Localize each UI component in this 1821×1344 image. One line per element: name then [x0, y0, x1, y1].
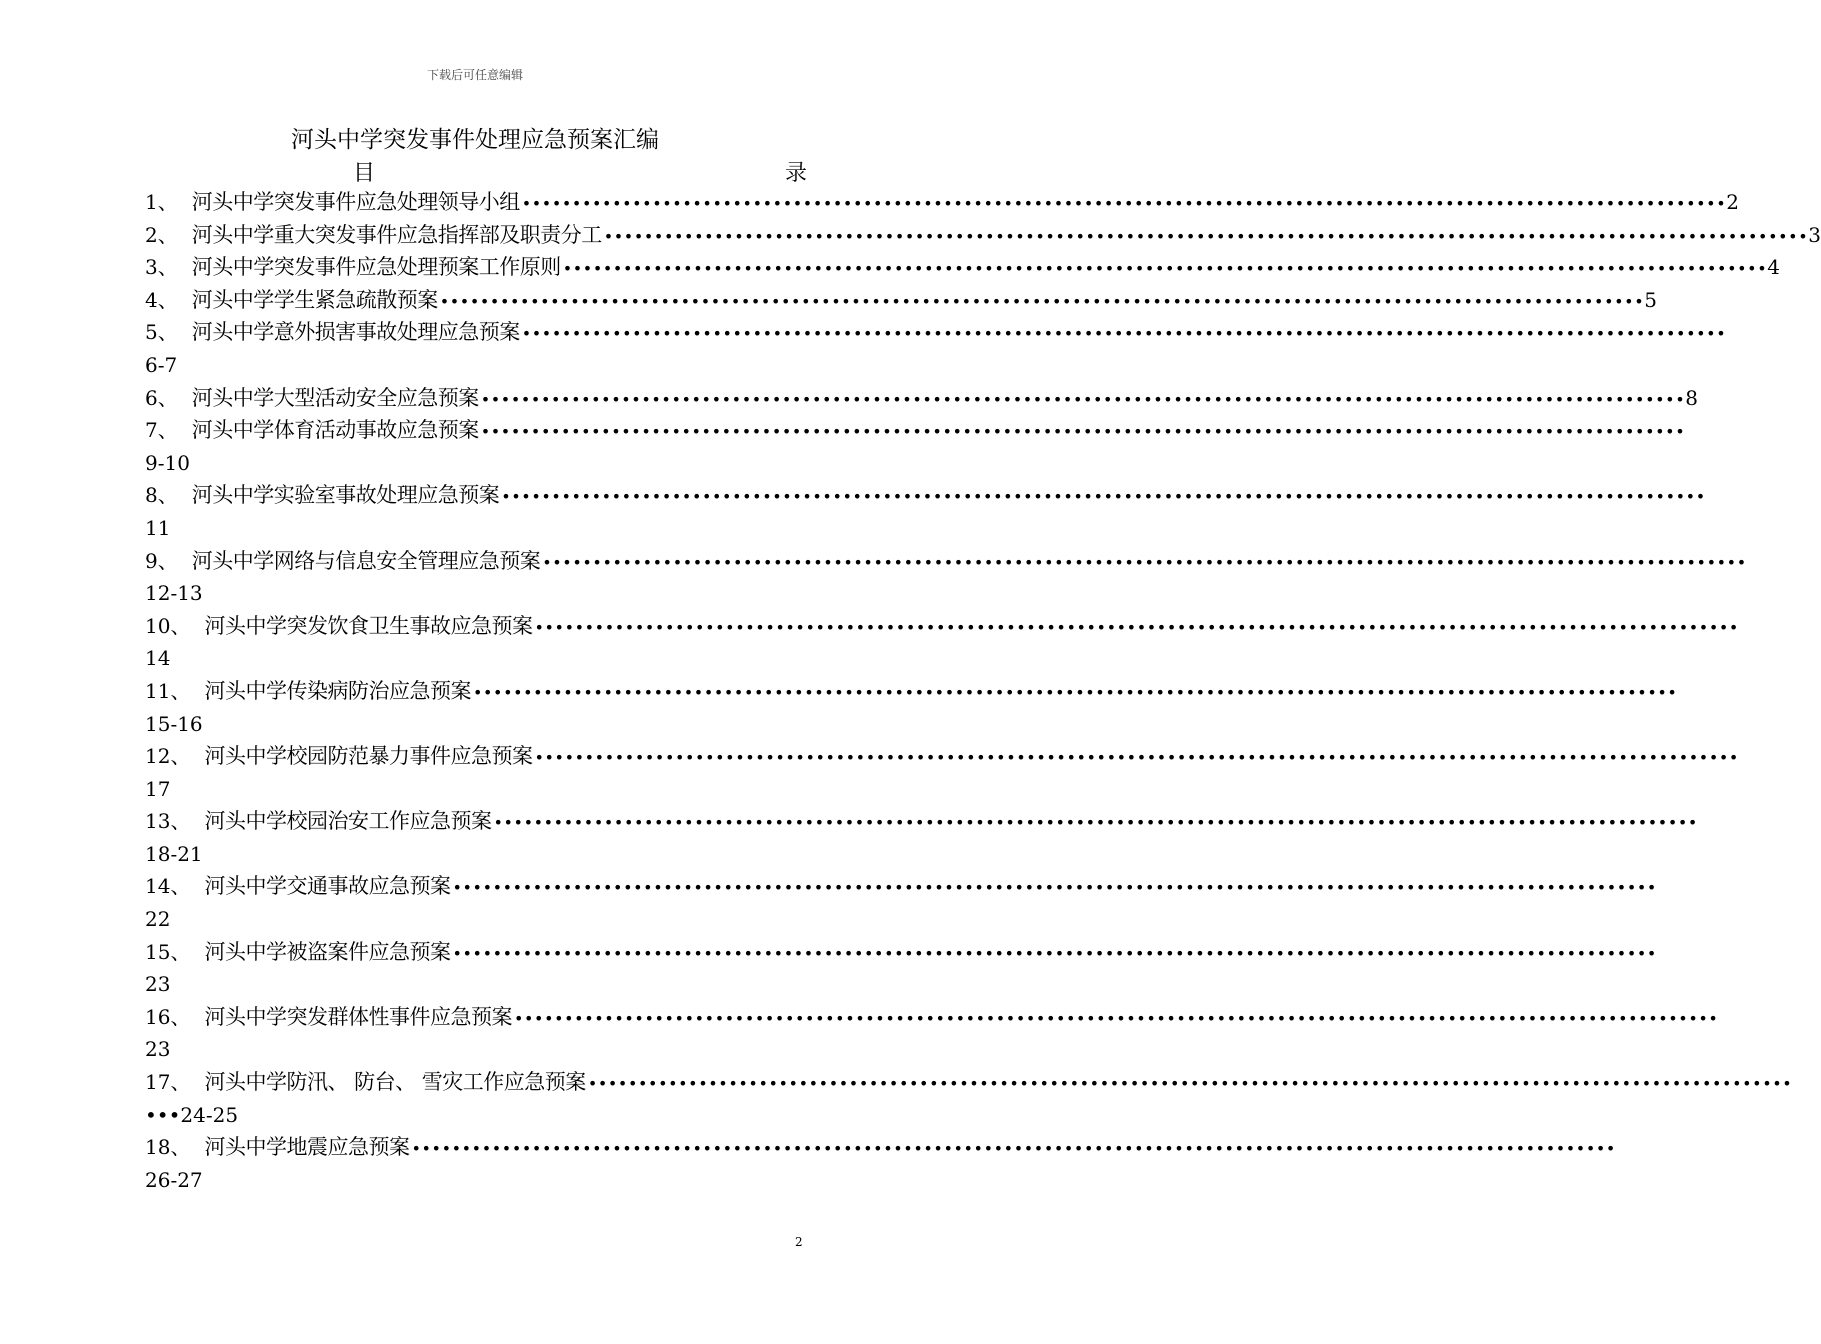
toc-entry[interactable]: [145, 1131, 1616, 1164]
dot-leader: ••••••••••••••••••••••••••••••••••••••••••••••••••••••••••••••••••••••••••••••••••••••••••••••••••••••••••••••••••••••••: [513, 1008, 1719, 1028]
toc-entry-number: 3、: [145, 255, 178, 280]
dot-leader: ••••••••••••••••••••••••••••••••••••••••••••••••••••••••••••••••••••••••••••••••••••••••••••••••••••••••••••••••••••••••: [501, 487, 1706, 507]
toc-entry-title: 河头中学突发饮食卫生事故应急预案: [204, 613, 533, 638]
toc-entry-title: 河头中学被盗案件应急预案: [204, 939, 451, 964]
dot-leader: ••••••••••••••••••••••••••••••••••••••••••••••••••••••••••••••••••••••••••••••••••••••••••••••••••••••••••••••••••••••••: [542, 552, 1747, 572]
toc-entry-page-range: 11: [145, 515, 171, 540]
dot-leader: ••••••••••••••••••••••••••••••••••••••••••••••••••••••••••••••••••••••••••••••••••••••••••••••••••••••••••••••••••••••••: [452, 943, 1657, 963]
toc-entry[interactable]: [145, 219, 1821, 252]
dot-leader: ••••••••••••••••••••••••••••••••••••••••••••••••••••••••••••••••••••••••••••••••••••••••••••••••••••••••••••••••••••••••: [534, 617, 1739, 637]
toc-entry-title: 河头中学校园治安工作应急预案: [204, 809, 492, 834]
toc-entry-number: 4、: [145, 287, 178, 312]
toc-entry-page-range: 23: [145, 1037, 171, 1062]
toc-heading-left: 目: [353, 161, 376, 186]
page-number: 2: [795, 1235, 803, 1249]
toc-entry-title: 河头中学突发事件应急处理领导小组: [191, 190, 520, 214]
toc-entry-page: 8: [1685, 385, 1698, 410]
toc-entry-number: 1、: [145, 190, 178, 214]
toc-entry[interactable]: [145, 414, 1686, 447]
toc-entry-page-range: 26-27: [145, 1167, 203, 1192]
toc-entry[interactable]: [145, 740, 1739, 773]
toc-entry-number: 10、: [145, 613, 191, 638]
toc-entry[interactable]: [145, 316, 1727, 349]
dot-leader: ••••••••••••••••••••••••••••••••••••••••••••••••••••••••••••••••••••••••••••••••••••••••••••••••••••••••••••••••••••••••: [603, 226, 1809, 246]
toc-entry[interactable]: [145, 186, 1739, 219]
toc-entry[interactable]: [145, 870, 1657, 903]
toc-entry[interactable]: [145, 675, 1678, 708]
table-of-contents: [145, 186, 1821, 1196]
toc-entry-number: 18、: [145, 1135, 191, 1160]
toc-entry-page-range: 18-21: [145, 841, 203, 866]
toc-entry-page-range: •••24-25: [145, 1102, 239, 1127]
toc-entry-number: 5、: [145, 320, 178, 345]
toc-entry-page-range: 9-10: [145, 450, 190, 475]
toc-entry-page-range: 14: [145, 646, 171, 671]
toc-entry-number: 9、: [145, 548, 178, 573]
toc-entry-title: 河头中学突发群体性事件应急预案: [204, 1004, 512, 1029]
toc-entry[interactable]: [145, 545, 1747, 578]
toc-entry-number: 8、: [145, 483, 178, 508]
toc-entry-title: 河头中学校园防范暴力事件应急预案: [204, 744, 533, 769]
toc-entry-page: 3: [1808, 222, 1821, 247]
toc-entry[interactable]: [145, 251, 1780, 284]
toc-entry[interactable]: [145, 936, 1657, 969]
toc-entry-page-range: 23: [145, 972, 171, 997]
dot-leader: ••••••••••••••••••••••••••••••••••••••••••••••••••••••••••••••••••••••••••••••••••••••••••••••••••••••••••••••••••••••••: [472, 682, 1678, 702]
toc-entry-number: 13、: [145, 809, 191, 834]
toc-entry-page-range: 17: [145, 776, 171, 801]
dot-leader: ••••••••••••••••••••••••••••••••••••••••••••••••••••••••••••••••••••••••••••••••••••••••••••••••••••••••••••••••••••••••: [521, 194, 1727, 213]
dot-leader: ••••••••••••••••••••••••••••••••••••••••••••••••••••••••••••••••••••••••••••••••••••••••••••••••••••••••••••••••••••••••: [521, 324, 1727, 344]
header-note: 下载后可任意编辑: [426, 68, 523, 82]
toc-entry-number: 17、: [145, 1070, 191, 1095]
toc-entry[interactable]: [145, 284, 1657, 317]
toc-entry-title: 河头中学体育活动事故应急预案: [191, 418, 479, 443]
dot-leader: ••••••••••••••••••••••••••••••••••••••••••••••••••••••••••••••••••••••••••••••••••••••••••••••••••••••••••••••••••••••••: [493, 813, 1698, 833]
toc-entry-title: 河头中学交通事故应急预案: [204, 874, 451, 899]
toc-entry-number: 7、: [145, 418, 178, 443]
toc-entry-page-range: 22: [145, 907, 171, 932]
toc-entry-number: 6、: [145, 385, 178, 410]
toc-entry-title: 河头中学网络与信息安全管理应急预案: [191, 548, 541, 573]
toc-entry-title: 河头中学大型活动安全应急预案: [191, 385, 479, 410]
toc-entry-number: 15、: [145, 939, 191, 964]
dot-leader: ••••••••••••••••••••••••••••••••••••••••••••••••••••••••••••••••••••••••••••••••••••••••••••••••••••••••••••••••••••••••: [587, 1074, 1793, 1094]
toc-entry-number: 14、: [145, 874, 191, 899]
toc-entry-title: 河头中学防汛、 防台、 雪灾工作应急预案: [204, 1070, 586, 1095]
toc-entry-title: 河头中学地震应急预案: [204, 1135, 410, 1160]
toc-heading: [145, 156, 807, 186]
toc-entry-title: 河头中学意外损害事故处理应急预案: [191, 320, 520, 345]
dot-leader: ••••••••••••••••••••••••••••••••••••••••••••••••••••••••••••••••••••••••••••••••••••••••••••••••••••••••••••••••••••••••: [562, 259, 1768, 279]
toc-entry-number: 16、: [145, 1004, 191, 1029]
toc-entry-title: 河头中学重大突发事件应急指挥部及职责分工: [191, 222, 602, 247]
toc-entry-title: 河头中学突发事件应急处理预案工作原则: [191, 255, 561, 280]
dot-leader: ••••••••••••••••••••••••••••••••••••••••••••••••••••••••••••••••••••••••••••••••••••••••••••••••••••••••••••••••••••••••: [452, 878, 1657, 898]
document-title: 河头中学突发事件处理应急预案汇编: [291, 127, 659, 153]
toc-entry[interactable]: [145, 1066, 1793, 1099]
toc-entry-number: 2、: [145, 222, 178, 247]
toc-entry-page-range: 15-16: [145, 711, 203, 736]
dot-leader: ••••••••••••••••••••••••••••••••••••••••••••••••••••••••••••••••••••••••••••••••••••••••••••••••••••••••••••••••••••••••: [480, 422, 1686, 442]
dot-leader: ••••••••••••••••••••••••••••••••••••••••••••••••••••••••••••••••••••••••••••••••••••••••••••••••••••••••••••••••••••••••: [439, 291, 1645, 311]
toc-entry[interactable]: [145, 805, 1698, 838]
toc-entry-title: 河头中学学生紧急疏散预案: [191, 287, 438, 312]
toc-entry-page: 4: [1767, 255, 1780, 280]
toc-entry-page: 2: [1726, 190, 1739, 214]
toc-entry[interactable]: [145, 479, 1706, 512]
toc-entry-page-range: 6-7: [145, 352, 178, 377]
toc-entry-number: 12、: [145, 744, 191, 769]
toc-entry-title: 河头中学传染病防治应急预案: [204, 678, 471, 703]
toc-entry[interactable]: [145, 610, 1739, 643]
toc-entry-title: 河头中学实验室事故处理应急预案: [191, 483, 500, 508]
dot-leader: ••••••••••••••••••••••••••••••••••••••••••••••••••••••••••••••••••••••••••••••••••••••••••••••••••••••••••••••••••••••••: [411, 1139, 1616, 1159]
toc-entry-number: 11、: [145, 678, 191, 703]
toc-entry[interactable]: [145, 1001, 1719, 1034]
dot-leader: ••••••••••••••••••••••••••••••••••••••••••••••••••••••••••••••••••••••••••••••••••••••••••••••••••••••••••••••••••••••••: [534, 748, 1739, 768]
toc-heading-right: 录: [784, 161, 807, 186]
toc-entry[interactable]: [145, 382, 1698, 415]
dot-leader: ••••••••••••••••••••••••••••••••••••••••••••••••••••••••••••••••••••••••••••••••••••••••••••••••••••••••••••••••••••••••: [480, 389, 1686, 409]
toc-entry-page-range: 12-13: [145, 581, 203, 606]
toc-entry-page: 5: [1644, 287, 1657, 312]
